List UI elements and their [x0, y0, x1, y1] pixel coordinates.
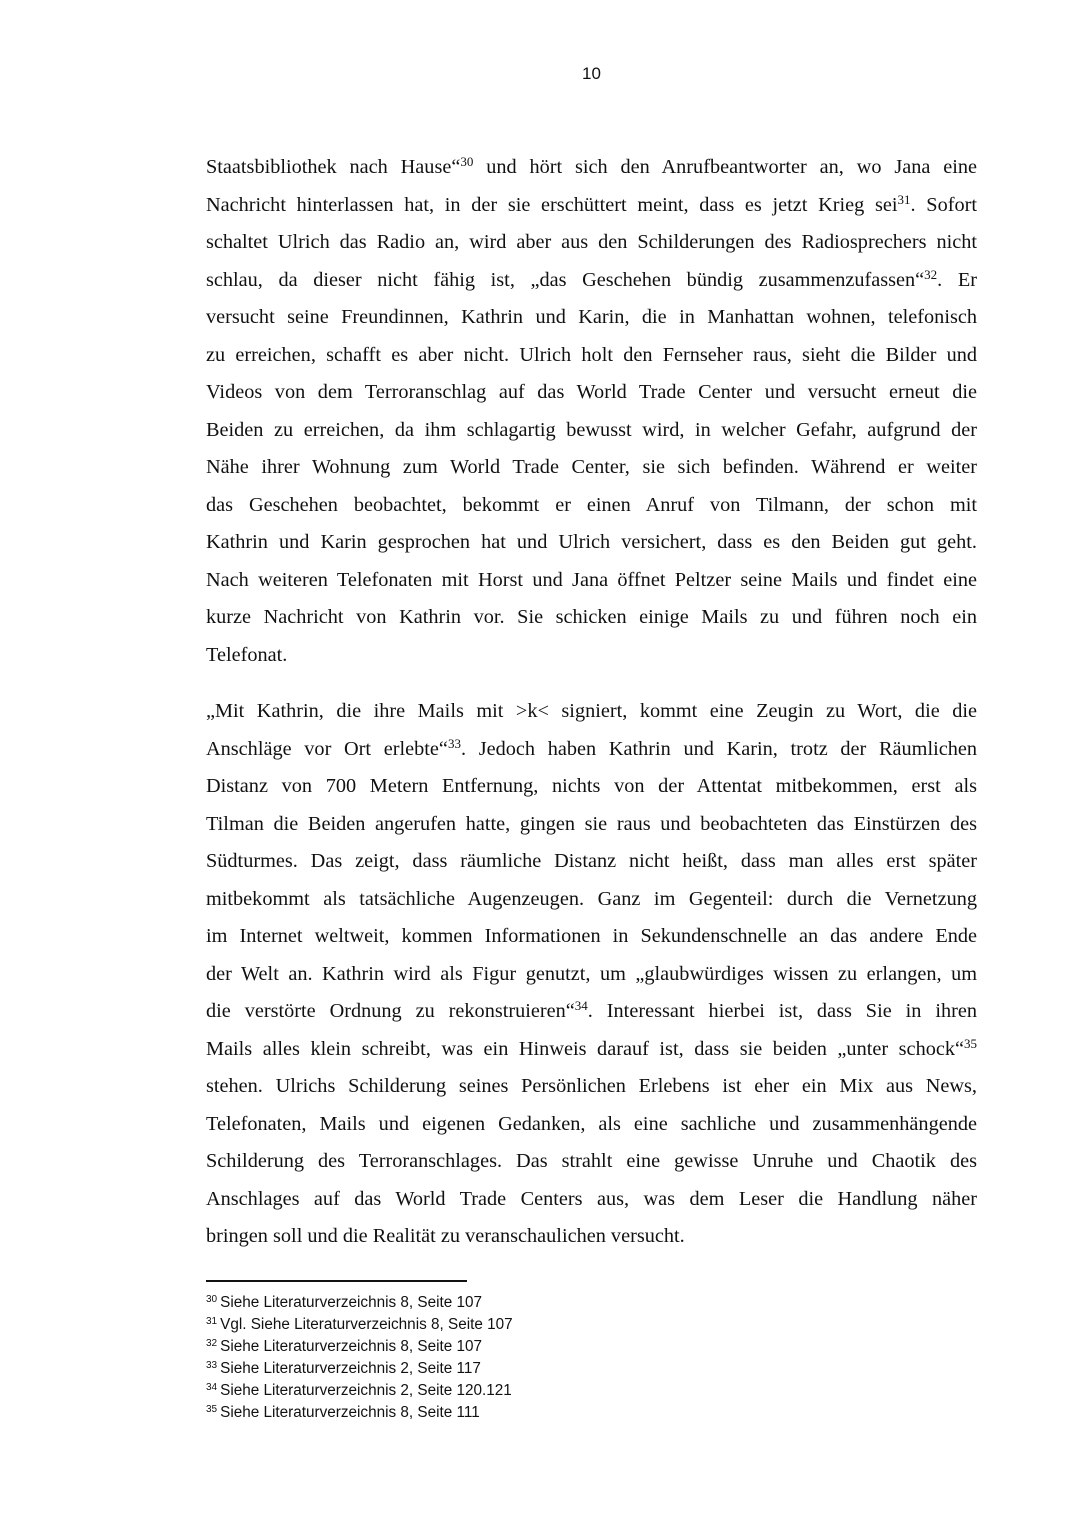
text-segment: kurze Nachricht von Kathrin vor. Sie schicken einige Mails zu und führen noch ein — [206, 606, 977, 628]
text-segment: die verstörte Ordnung zu rekonstruieren“ — [206, 1000, 575, 1022]
text-segment: Beiden zu erreichen, da ihm schlagartig bewusst wird, in welcher Gefahr, aufgrund der — [206, 418, 977, 441]
text-line — [206, 299, 977, 337]
footnote-number: 34 — [206, 1382, 218, 1393]
footnote-number: 30 — [206, 1294, 218, 1305]
footnote-number: 33 — [206, 1360, 218, 1371]
text-segment: der Welt an. Kathrin wird als Figur genutzt, um „glaubwürdiges wissen zu erlangen, um — [206, 962, 977, 985]
text-segment: Distanz von 700 Metern Entfernung, nichts von der Attentat mitbekommen, erst als — [206, 775, 977, 797]
text-line — [206, 449, 977, 487]
text-line — [206, 149, 977, 187]
footnotes — [206, 1292, 513, 1424]
text-line — [206, 524, 977, 562]
text-segment: . Er — [937, 268, 977, 291]
text-line — [206, 1068, 977, 1106]
text-line — [206, 562, 977, 600]
text-line — [206, 1031, 977, 1069]
text-segment: im Internet weltweit, kommen Informationen in Sekundenschnelle an das andere Ende — [206, 925, 977, 947]
footnote-text: Siehe Literaturverzeichnis 8, Seite 111 — [220, 1404, 480, 1421]
text-segment: zu erreichen, schafft es aber nicht. Ulrich holt den Fernseher raus, sieht die Bilder und — [206, 343, 977, 366]
text-line — [206, 337, 977, 375]
text-segment: Mails alles klein schreibt, was ein Hinweis darauf ist, dass sie beiden „unter schock“ — [206, 1037, 964, 1060]
text-segment: Telefonat. — [206, 643, 288, 666]
footnote — [206, 1380, 513, 1402]
text-line — [206, 881, 977, 919]
footnote-number: 35 — [206, 1404, 218, 1415]
footnote-text: Siehe Literaturverzeichnis 2, Seite 117 — [220, 1360, 481, 1377]
text-segment: Anschläge vor Ort erlebte“ — [206, 737, 448, 760]
footnote-reference: 35 — [964, 1035, 977, 1051]
text-line — [206, 843, 977, 881]
text-line — [206, 187, 977, 225]
text-segment: das Geschehen beobachtet, bekommt er einen Anruf von Tilmann, der schon mit — [206, 493, 977, 516]
text-line — [206, 412, 977, 450]
body-paragraph — [206, 693, 977, 1256]
text-line — [206, 262, 977, 300]
text-segment: bringen soll und die Realität zu veranschaulichen versucht. — [206, 1225, 685, 1247]
text-line — [206, 374, 977, 412]
footnote-reference: 34 — [574, 998, 588, 1013]
text-line — [206, 1181, 977, 1219]
text-segment: und hört sich den Anrufbeantworter an, wo Jana eine — [473, 156, 977, 178]
text-line — [206, 731, 977, 769]
footnote-reference: 33 — [447, 735, 461, 751]
text-segment: schaltet Ulrich das Radio an, wird aber aus den Schilderungen des Radiosprechers nicht — [206, 231, 977, 253]
text-segment: . Sofort — [910, 193, 978, 216]
body-paragraph — [206, 149, 977, 674]
text-segment: mitbekommt als tatsächliche Augenzeugen. Ganz im Gegenteil: durch die Vernetzung — [206, 887, 977, 910]
text-segment: „Mit Kathrin, die ihre Mails mit >k< signiert, kommt eine Zeugin zu Wort, die die — [206, 700, 977, 722]
footnote-number: 32 — [206, 1338, 218, 1349]
text-segment: Videos von dem Terroranschlag auf das World Trade Center und versucht erneut die — [206, 381, 977, 403]
footnote — [206, 1292, 513, 1314]
text-segment: Nähe ihrer Wohnung zum World Trade Center, sie sich befinden. Während er weiter — [206, 456, 977, 478]
footnote-reference: 32 — [924, 266, 938, 282]
text-segment: Anschlages auf das World Trade Centers aus, was dem Leser die Handlung näher — [206, 1187, 977, 1210]
footnote — [206, 1358, 513, 1380]
text-line — [206, 1106, 977, 1144]
footnote-reference: 30 — [460, 154, 474, 169]
footnote-separator — [206, 1280, 467, 1282]
page-number: 10 — [582, 64, 601, 83]
text-line — [206, 637, 977, 675]
text-line — [206, 224, 977, 262]
text-segment: Schilderung des Terroranschlages. Das strahlt eine gewisse Unruhe und Chaotik des — [206, 1150, 977, 1172]
text-segment: Kathrin und Karin gesprochen hat und Ulrich versichert, dass es den Beiden gut geht. — [206, 531, 977, 553]
text-line — [206, 693, 977, 731]
text-line — [206, 1218, 977, 1256]
text-line — [206, 956, 977, 994]
footnote-reference: 31 — [897, 191, 911, 207]
footnote-number: 31 — [206, 1316, 218, 1327]
text-line — [206, 993, 977, 1031]
text-line — [206, 918, 977, 956]
footnote — [206, 1314, 513, 1336]
text-segment: Nach weiteren Telefonaten mit Horst und Jana öffnet Peltzer seine Mails und findet eine — [206, 568, 977, 591]
footnote-text: Siehe Literaturverzeichnis 2, Seite 120.121 — [220, 1382, 512, 1399]
footnote — [206, 1336, 513, 1358]
text-segment: schlau, da dieser nicht fähig ist, „das Geschehen bündig zusammenzufassen“ — [206, 268, 925, 291]
text-segment: Nachricht hinterlassen hat, in der sie erschüttert meint, dass es jetzt Krieg sei — [206, 193, 898, 216]
text-segment: stehen. Ulrichs Schilderung seines Persönlichen Erlebens ist eher ein Mix aus News, — [206, 1075, 977, 1097]
text-line — [206, 768, 977, 806]
footnote-text: Siehe Literaturverzeichnis 8, Seite 107 — [220, 1294, 483, 1311]
text-segment: Tilman die Beiden angerufen hatte, gingen sie raus und beobachteten das Einstürzen des — [206, 812, 977, 835]
footnote-text: Siehe Literaturverzeichnis 8, Seite 107 — [220, 1338, 483, 1355]
text-segment: versucht seine Freundinnen, Kathrin und Karin, die in Manhattan wohnen, telefonisch — [206, 306, 977, 328]
text-line — [206, 599, 977, 637]
text-segment: Staatsbibliothek nach Hause“ — [206, 156, 461, 178]
text-line — [206, 1143, 977, 1181]
footnote-text: Vgl. Siehe Literaturverzeichnis 8, Seite 107 — [220, 1316, 513, 1333]
footnote — [206, 1402, 513, 1424]
text-line — [206, 487, 977, 525]
text-segment: . Jedoch haben Kathrin und Karin, trotz der Räumlichen — [460, 737, 977, 760]
text-line — [206, 806, 977, 844]
text-segment: Telefonaten, Mails und eigenen Gedanken, als eine sachliche und zusammenhängende — [206, 1112, 977, 1135]
text-segment: . Interessant hierbei ist, dass Sie in ihren — [587, 1000, 977, 1022]
text-segment: Südturmes. Das zeigt, dass räumliche Distanz nicht heißt, dass man alles erst später — [206, 850, 977, 872]
